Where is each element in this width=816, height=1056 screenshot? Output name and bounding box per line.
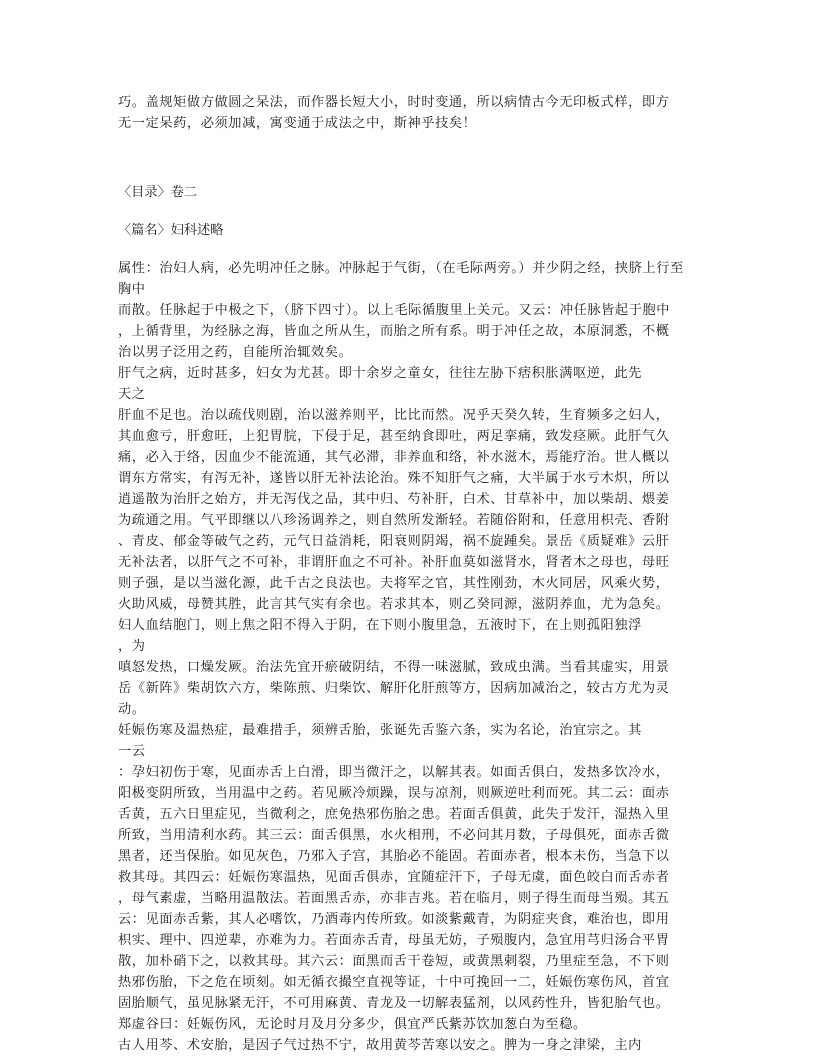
text-line: 热邪伤胎，下之危在顷刻。如无循衣撮空直视等证，十中可挽回一二，妊娠伤寒伤风，首宜	[118, 975, 670, 990]
text-line: ，为	[118, 639, 146, 654]
text-line: 古人用芩、术安胎，是因子气过热不宁，故用黄芩苦寒以安之。脾为一身之津梁，主内	[118, 1038, 642, 1053]
text-line: 、青皮、郁金等破气之药，元气日益消耗，阳衰则阴竭，祸不旋踵矣。景岳《质疑难》云肝	[118, 534, 670, 549]
text-line: 妇人血结胞门，则上焦之阳不得入于阴，在下则小腹里急，五液时下，在上则孤阳独浮	[118, 618, 642, 633]
text-line: 逍遥散为治肝之始方，并无泻伐之品，其中归、芍补肝，白术、甘草补中，加以柴胡、煨姜	[118, 492, 670, 507]
text-line: 巧。盖规矩做方做圆之呆法，而作器长短大小，时时变通，所以病情古今无印板式样，即方	[118, 95, 670, 110]
text-line: 岳《新阵》柴胡饮六方，柴陈煎、归柴饮、解肝化肝煎等方，因病加减治之，较古方尤为灵	[118, 681, 670, 696]
text-line: 谓东方常实，有泻无补，遂皆以肝无补法论治。殊不知肝气之痛，大半属于水亏木炽，所以	[118, 471, 670, 486]
text-line: ，上循背里，为经脉之海，皆血之所从生，而胎之所有系。明于冲任之故，本原洞悉，不概	[118, 324, 670, 339]
text-line: 则子强，是以当滋化源，此千古之良法也。夫将军之官，其性刚劲，木火同居，风乘火势，	[118, 576, 670, 591]
text-line: 黑者，还当保胎。如见灰色，乃邪入子宫，其胎必不能固。若面赤者，根本未伤，当急下以	[118, 849, 670, 864]
text-line: 为疏通之用。气平即继以八珍汤调养之，则自然所发渐轻。若随俗附和，任意用枳壳、香附	[118, 513, 670, 528]
text-line: 所致，当用清利水药。其三云：面舌俱黑，水火相刑，不必问其月数，子母俱死，面赤舌微	[118, 828, 670, 843]
text-line: 固胎顺气，虽见脉紧无汗，不可用麻黄、青龙及一切解表猛剂，以风药性升，皆犯胎气也。	[118, 996, 670, 1011]
text-line: 火助风威，母赞其胜，此言其气实有余也。若求其本，则乙癸同源，滋阴养血，尤为急矣。	[118, 597, 670, 612]
text-line: 郑虚谷曰：妊娠伤风，无论时月及月分多少，俱宜严氏紫苏饮加葱白为至稳。	[118, 1017, 587, 1032]
section-title: 〈篇名〉妇科述略	[118, 223, 224, 238]
text-line: 胸中	[118, 282, 146, 297]
text-line: 云：见面赤舌紫，其人必嗜饮，乃酒毒内传所致。如淡紫戴青，为阴症夹食，难治也，即用	[118, 912, 670, 927]
text-line: 阳极变阴所致，当用温中之药。若见厥冷烦躁，误与凉剂，则厥逆吐利而死。其二云：面赤	[118, 786, 670, 801]
text-line: 无补法者，以肝气之不可补，非谓肝血之不可补。补肝血莫如滋肾水，肾者木之母也，母旺	[118, 555, 670, 570]
intro-paragraph	[118, 92, 718, 134]
text-line: 肝血不足也。治以疏伐则剧，治以滋养则平，比比而然。况乎天癸久转，生育频多之妇人，	[118, 408, 670, 423]
text-line: 妊娠伤寒及温热症，最难措手，须辨舌胎，张诞先舌鉴六条，实为名论，治宜宗之。其	[118, 723, 642, 738]
text-line: 其血愈亏，肝愈旺，上犯胃脘，下侵于足，甚至纳食即吐，两足挛痛，致发痉厥。此肝气久	[118, 429, 670, 444]
text-line: 而散。任脉起于中极之下，（脐下四寸）。以上毛际循腹里上关元。又云：冲任脉皆起于胞中	[118, 303, 671, 318]
text-line: 肝气之病，近时甚多，妇女为尤甚。即十余岁之童女，往往左胁下痞积胀满呕逆，此先	[118, 366, 642, 381]
text-line: 救其母。其四云：妊娠伤寒温热，见面舌俱赤，宜随症汗下，子母无虞，面色皎白而舌赤者	[118, 870, 670, 885]
text-line: 一云	[118, 744, 146, 759]
text-line: ，母气素虚，当略用温散法。若面黑舌赤，亦非吉兆。若在临月，则子得生而母当殒。其五	[118, 891, 670, 906]
text-line: 嗔怒发热，口燥发厥。治法先宜开瘀破阴结，不得一味滋腻，致成虫满。当看其虚实，用景	[118, 660, 670, 675]
text-line: 治以男子泛用之药，自能所治辄效矣。	[118, 345, 353, 360]
text-line: 动。	[118, 702, 146, 717]
text-line: ：孕妇初伤于寒，见面赤舌上白滑，即当微汗之，以解其表。如面舌俱白，发热多饮冷水，	[118, 765, 670, 780]
text-line: 天之	[118, 387, 146, 402]
text-line: 属性：治妇人病，必先明冲任之脉。冲脉起于气街，（在毛际两旁。）并少阴之经，挟脐上行至	[118, 261, 684, 276]
body-text	[118, 258, 718, 1056]
text-line: 痛，必入于络，因血少不能流通，其气必滞，非养血和络，补水滋木，焉能疗治。世人概以	[118, 450, 670, 465]
toc-label: 〈目录〉卷二	[118, 185, 198, 200]
text-line: 舌黄，五六日里症见，当微利之，庶免热邪伤胎之患。若面舌俱黄，此失于发汗，湿热入里	[118, 807, 670, 822]
text-line: 无一定呆药，必须加减，寓变通于成法之中，斯神乎技矣！	[118, 116, 477, 131]
text-line: 枳实、理中、四逆辈，亦难为力。若面赤舌青，母虽无妨，子殒腹内，急宜用芎归汤合平胃	[118, 933, 670, 948]
text-line: 散，加朴硝下之，以救其母。其六云：面黑而舌干卷短，或黄黑剌裂，乃里症至急，不下则	[118, 954, 670, 969]
